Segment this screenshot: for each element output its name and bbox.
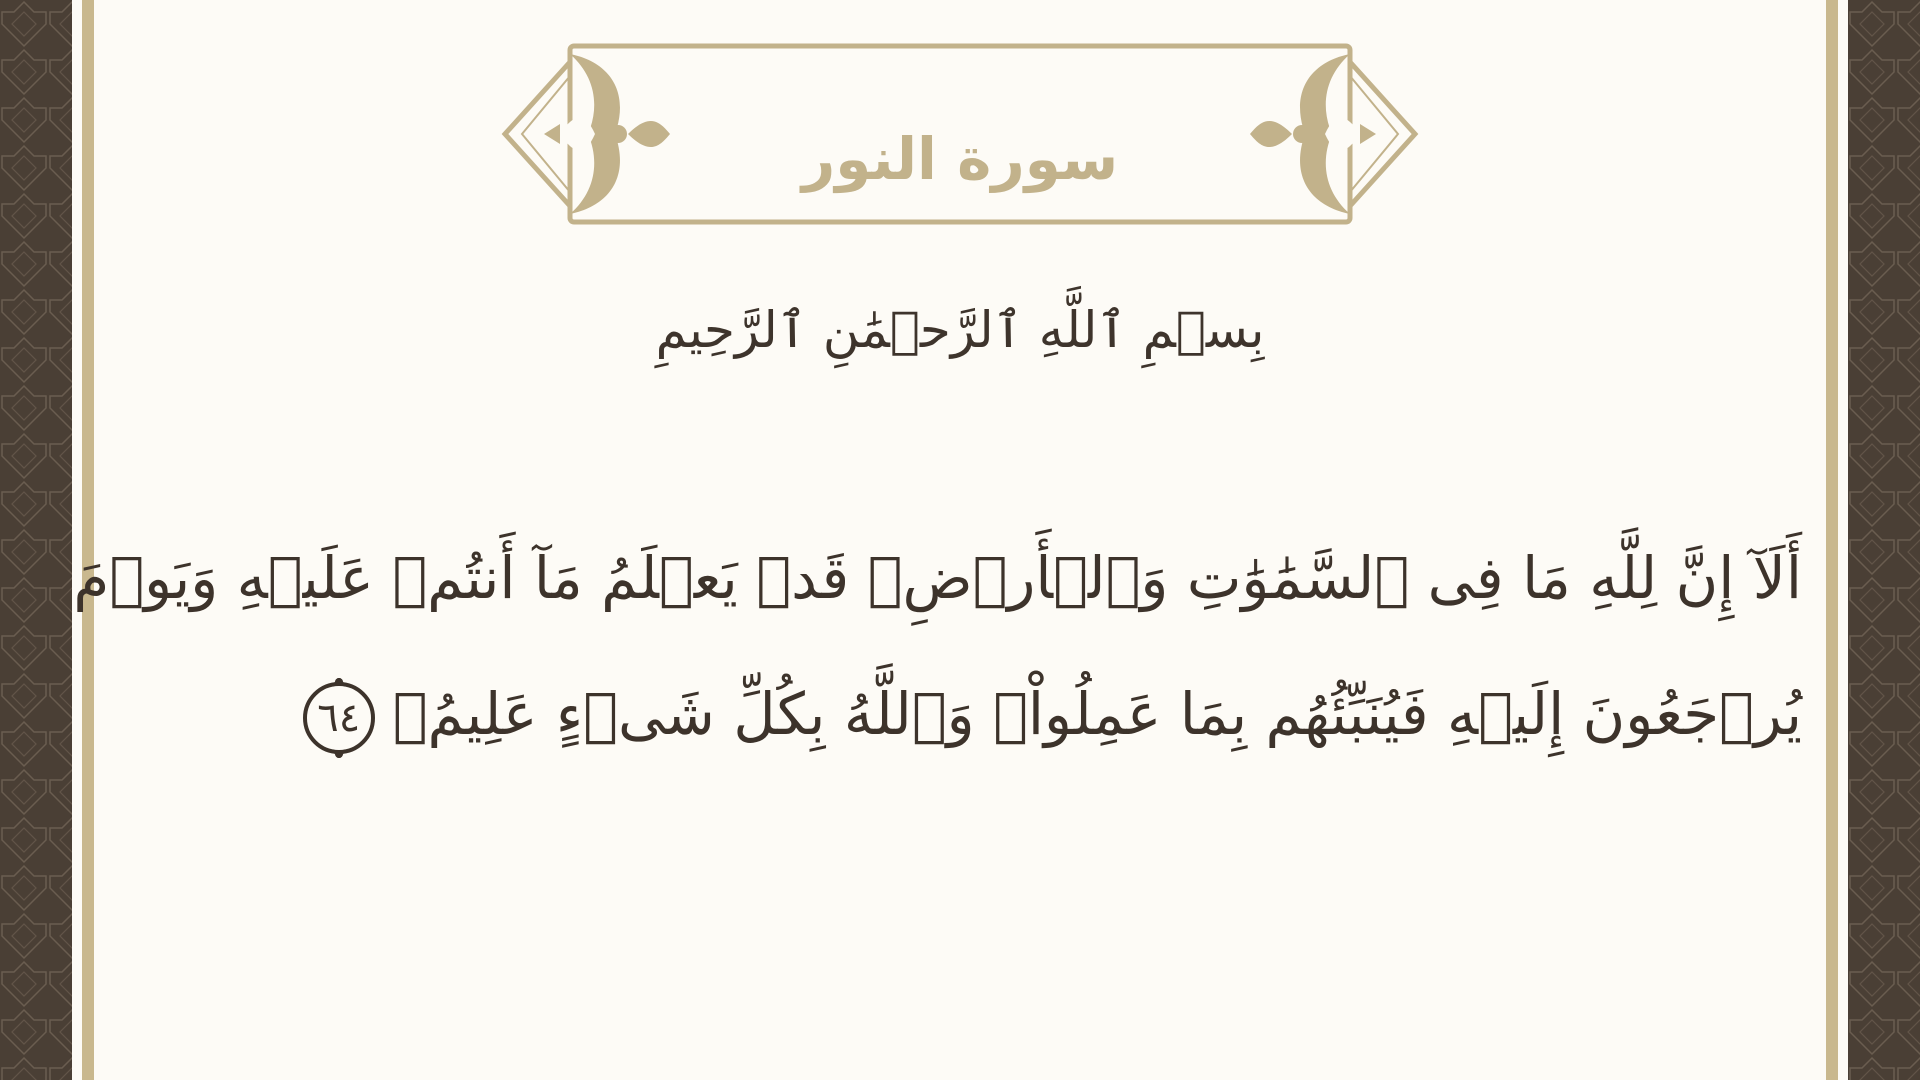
right-gold-rule [1826,0,1838,1080]
verse-text [73,510,1802,782]
verse-line-2 [270,646,1802,782]
surah-title: سورة النور [801,125,1119,193]
ayah-number: ٦٤ [317,694,361,741]
basmala: بِسۡمِ ٱللَّهِ ٱلرَّحۡمَٰنِ ٱلرَّحِيمِ [655,301,1265,359]
right-ornamental-border [1848,0,1920,1080]
verse-line-1: أَلَآ إِنَّ لِلَّهِ مَا فِى ٱلسَّمَٰوَٰتِ وَٱلۡأَرۡضِۖ قَدۡ يَعۡلَمُ مَآ أَنتُمۡ عَلَيۡهِ وَيَوۡمَ [73,544,1802,612]
ayah-end-marker [299,678,379,758]
surah-title-banner [500,42,1420,227]
verse-line-2-text: يُرۡجَعُونَ إِلَيۡهِ فَيُنَبِّئُهُم بِمَا عَمِلُواْۗ وَٱللَّهُ بِكُلِّ شَىۡءٍ عَلِيمُۢ [392,680,1802,748]
left-ornamental-border [0,0,72,1080]
